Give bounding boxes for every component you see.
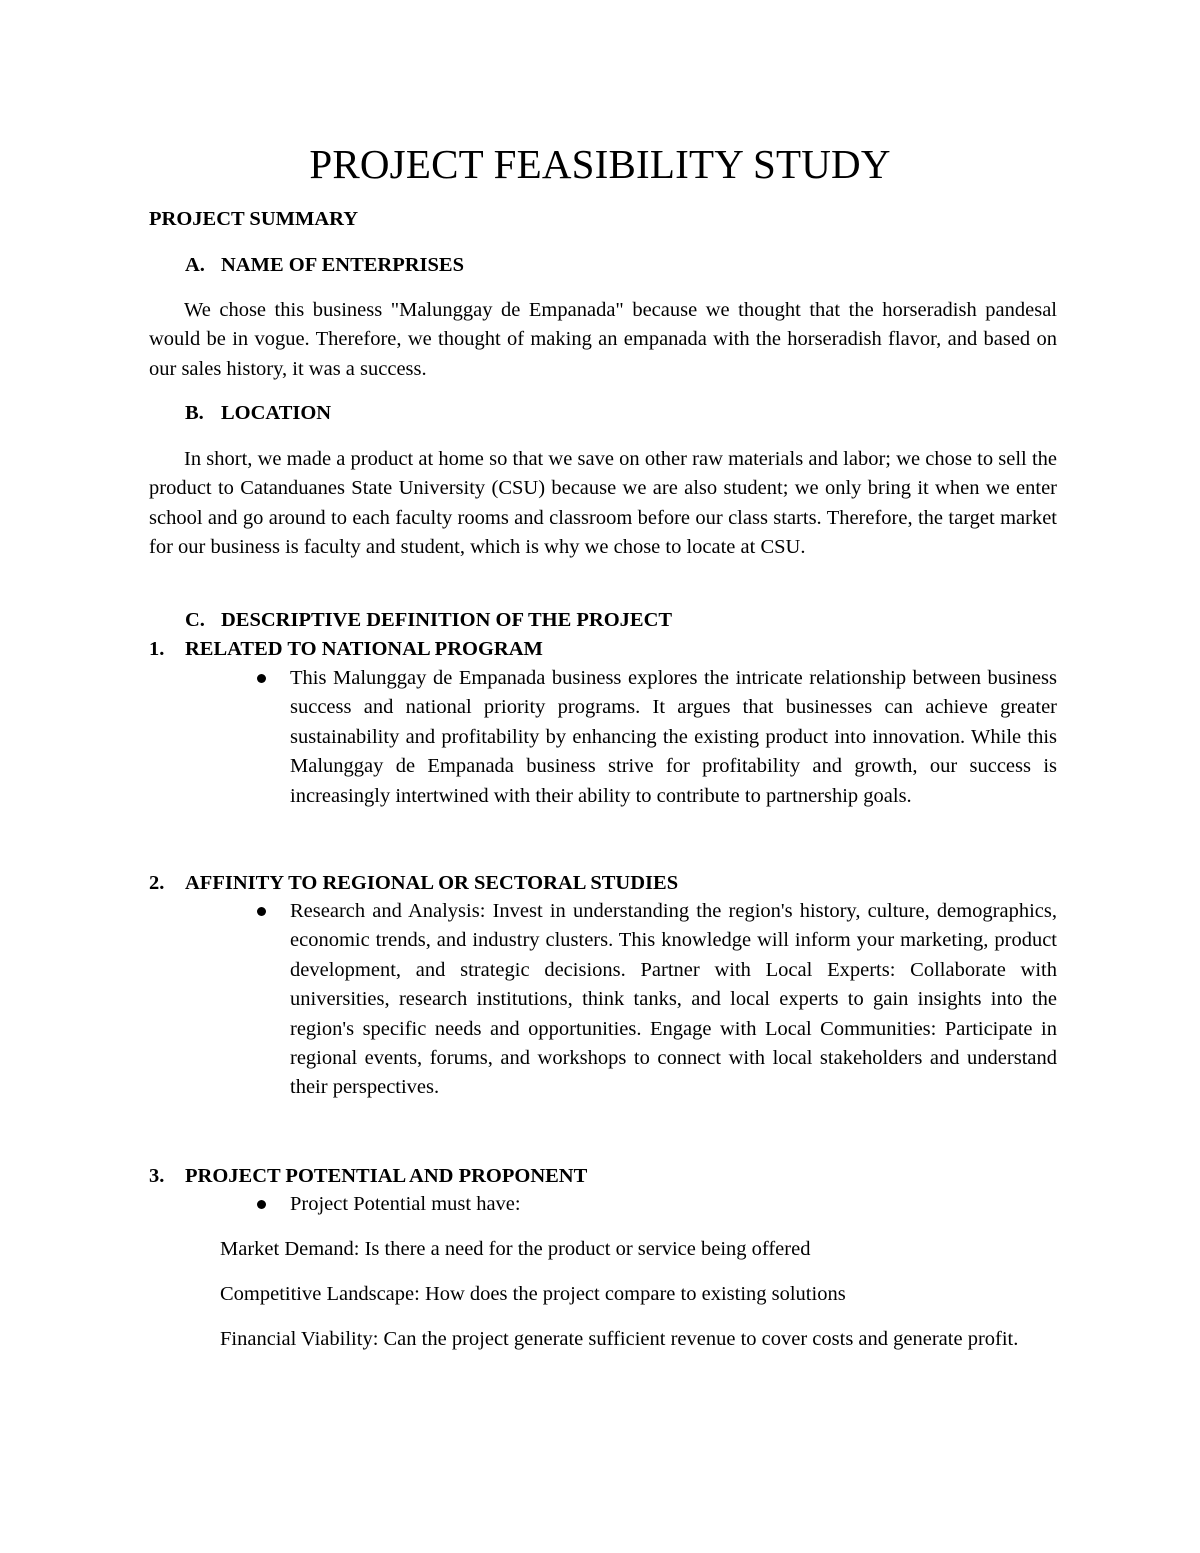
item-1-number: 1. bbox=[149, 638, 165, 660]
item-2-heading bbox=[149, 869, 678, 897]
section-c-letter: C. bbox=[185, 609, 205, 631]
document-title: PROJECT FEASIBILITY STUDY bbox=[309, 141, 891, 187]
item-3-title: PROJECT POTENTIAL AND PROPONENT bbox=[185, 1165, 588, 1187]
project-summary-heading: PROJECT SUMMARY bbox=[149, 208, 359, 230]
section-c-title: DESCRIPTIVE DEFINITION OF THE PROJECT bbox=[221, 609, 673, 631]
financial-viability-paragraph: Financial Viability: Can the project generate sufficient revenue to cover costs and generate profit. bbox=[220, 1328, 1019, 1350]
section-a-title: NAME OF ENTERPRISES bbox=[221, 254, 464, 276]
section-b-heading bbox=[185, 399, 331, 427]
competitive-landscape-line: Competitive Landscape: How does the project compare to existing solutions bbox=[220, 1283, 846, 1305]
item-3-heading bbox=[149, 1162, 587, 1190]
item-2-number: 2. bbox=[149, 872, 165, 894]
item-1-heading bbox=[149, 635, 543, 663]
section-a-heading bbox=[185, 251, 464, 279]
market-demand-line: Market Demand: Is there a need for the product or service being offered bbox=[220, 1238, 811, 1260]
bullet-icon bbox=[257, 674, 266, 683]
bullet-icon bbox=[257, 907, 266, 916]
section-c-heading bbox=[185, 606, 672, 634]
item-1-bullet-text: This Malunggay de Empanada business explores the intricate relationship between business success and national priority programs. It argues that businesses can achieve greater sustainability and profitability by enhancing the existing product into innovation. While this Malunggay de Empanada business strive for profitability and growth, our success is increasingly intertwined with their ability to contribute to partnership goals. bbox=[290, 667, 1057, 807]
bullet-icon bbox=[257, 1200, 266, 1209]
section-a-letter: A. bbox=[185, 254, 205, 276]
item-3-bullet-text: Project Potential must have: bbox=[290, 1193, 521, 1215]
section-b-letter: B. bbox=[185, 402, 204, 424]
section-b-paragraph: In short, we made a product at home so that we save on other raw materials and labor; we chose to sell the product to Catanduanes State University (CSU) because we are also student; we only bring it when we enter school and go around to each faculty rooms and classroom before our class starts. Therefore, the target market for our business is faculty and student, which is why we chose to locate at CSU. bbox=[149, 448, 1057, 559]
item-1-title: RELATED TO NATIONAL PROGRAM bbox=[185, 638, 543, 660]
section-b-title: LOCATION bbox=[221, 402, 332, 424]
item-2-bullet-text: Research and Analysis: Invest in understanding the region's history, culture, demographics, economic trends, and industry clusters. This knowledge will inform your marketing, product development, and strategic decisions. Partner with Local Experts: Collaborate with universities, research institutions, think tanks, and local experts to gain insights into the region's specific needs and opportunities. Engage with Local Communities: Participate in regional events, forums, and workshops to connect with local stakeholders and understand their perspectives. bbox=[290, 900, 1057, 1099]
item-2-title: AFFINITY TO REGIONAL OR SECTORAL STUDIES bbox=[185, 872, 679, 894]
item-3-number: 3. bbox=[149, 1165, 165, 1187]
section-a-paragraph: We chose this business "Malunggay de Empanada" because we thought that the horseradish pandesal would be in vogue. Therefore, we thought of making an empanada with the horseradish flavor, and based on our sales history, it was a success. bbox=[149, 299, 1057, 380]
